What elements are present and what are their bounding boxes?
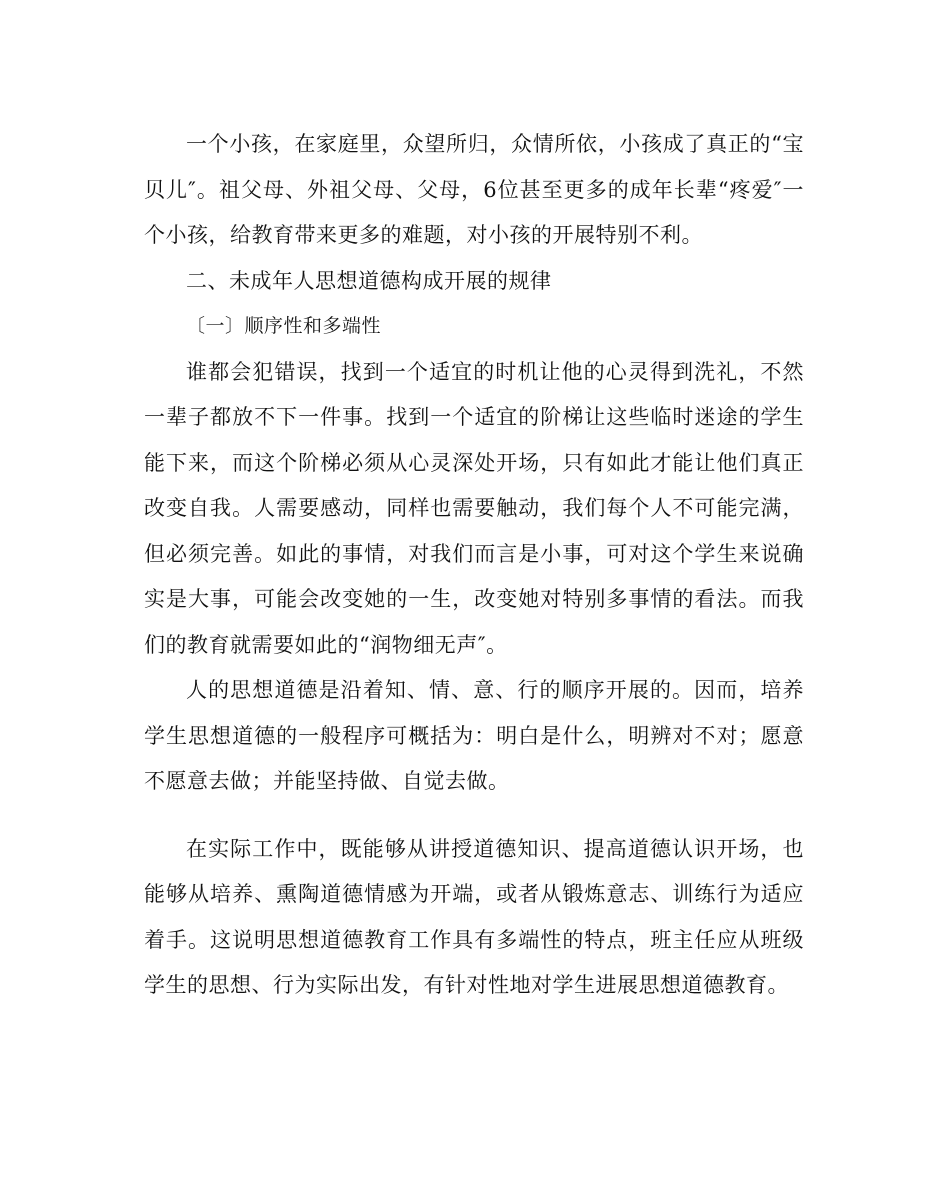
paragraph-gap <box>144 805 804 827</box>
paragraph-family-child: 一个小孩，在家庭里，众望所归，众情所依，小孩成了真正的“宝贝儿″。祖父母、外祖父母、父母，6位甚至更多的成年长辈“疼爱″一个小孩，给教育带来更多的难题，对小孩的开展特别不利。 <box>144 132 804 247</box>
paragraph-practical-work: 在实际工作中，既能够从讲授道德知识、提高道德认识开场，也能够从培养、熏陶道德情感为开端，或者从锻炼意志、训练行为适应着手。这说明思想道德教育工作具有多端性的特点，班主任应从班级学生的思想、行为实际出发，有针对性地对学生进展思想道德教育。 <box>144 836 804 997</box>
document-body <box>144 122 804 1009</box>
paragraph-mistakes: 谁都会犯错误，找到一个适宜的时机让他的心灵得到洗礼，不然一辈子都放不下一件事。找到一个适宜的阶梯让这些临时迷途的学生能下来，而这个阶梯必须从心灵深处开场，只有如此才能让他们真正改变自我。人需要感动，同样也需要触动，我们每个人不可能完满，但必须完善。如此的事情，对我们而言是小事，可对这个学生来说确实是大事，可能会改变她的一生，改变她对特别多事情的看法。而我们的教育就需要如此的“润物细无声″。 <box>144 359 804 657</box>
paragraph-moral-order: 人的思想道德是沿着知、情、意、行的顺序开展的。因而，培养学生思想道德的一般程序可概括为：明白是什么，明辨对不对；愿意不愿意去做；并能坚持做、自觉去做。 <box>144 678 804 793</box>
subsection-heading: 〔一〕顺序性和多端性 <box>186 315 382 337</box>
section-heading: 二、未成年人思想道德构成开展的规律 <box>186 268 552 293</box>
